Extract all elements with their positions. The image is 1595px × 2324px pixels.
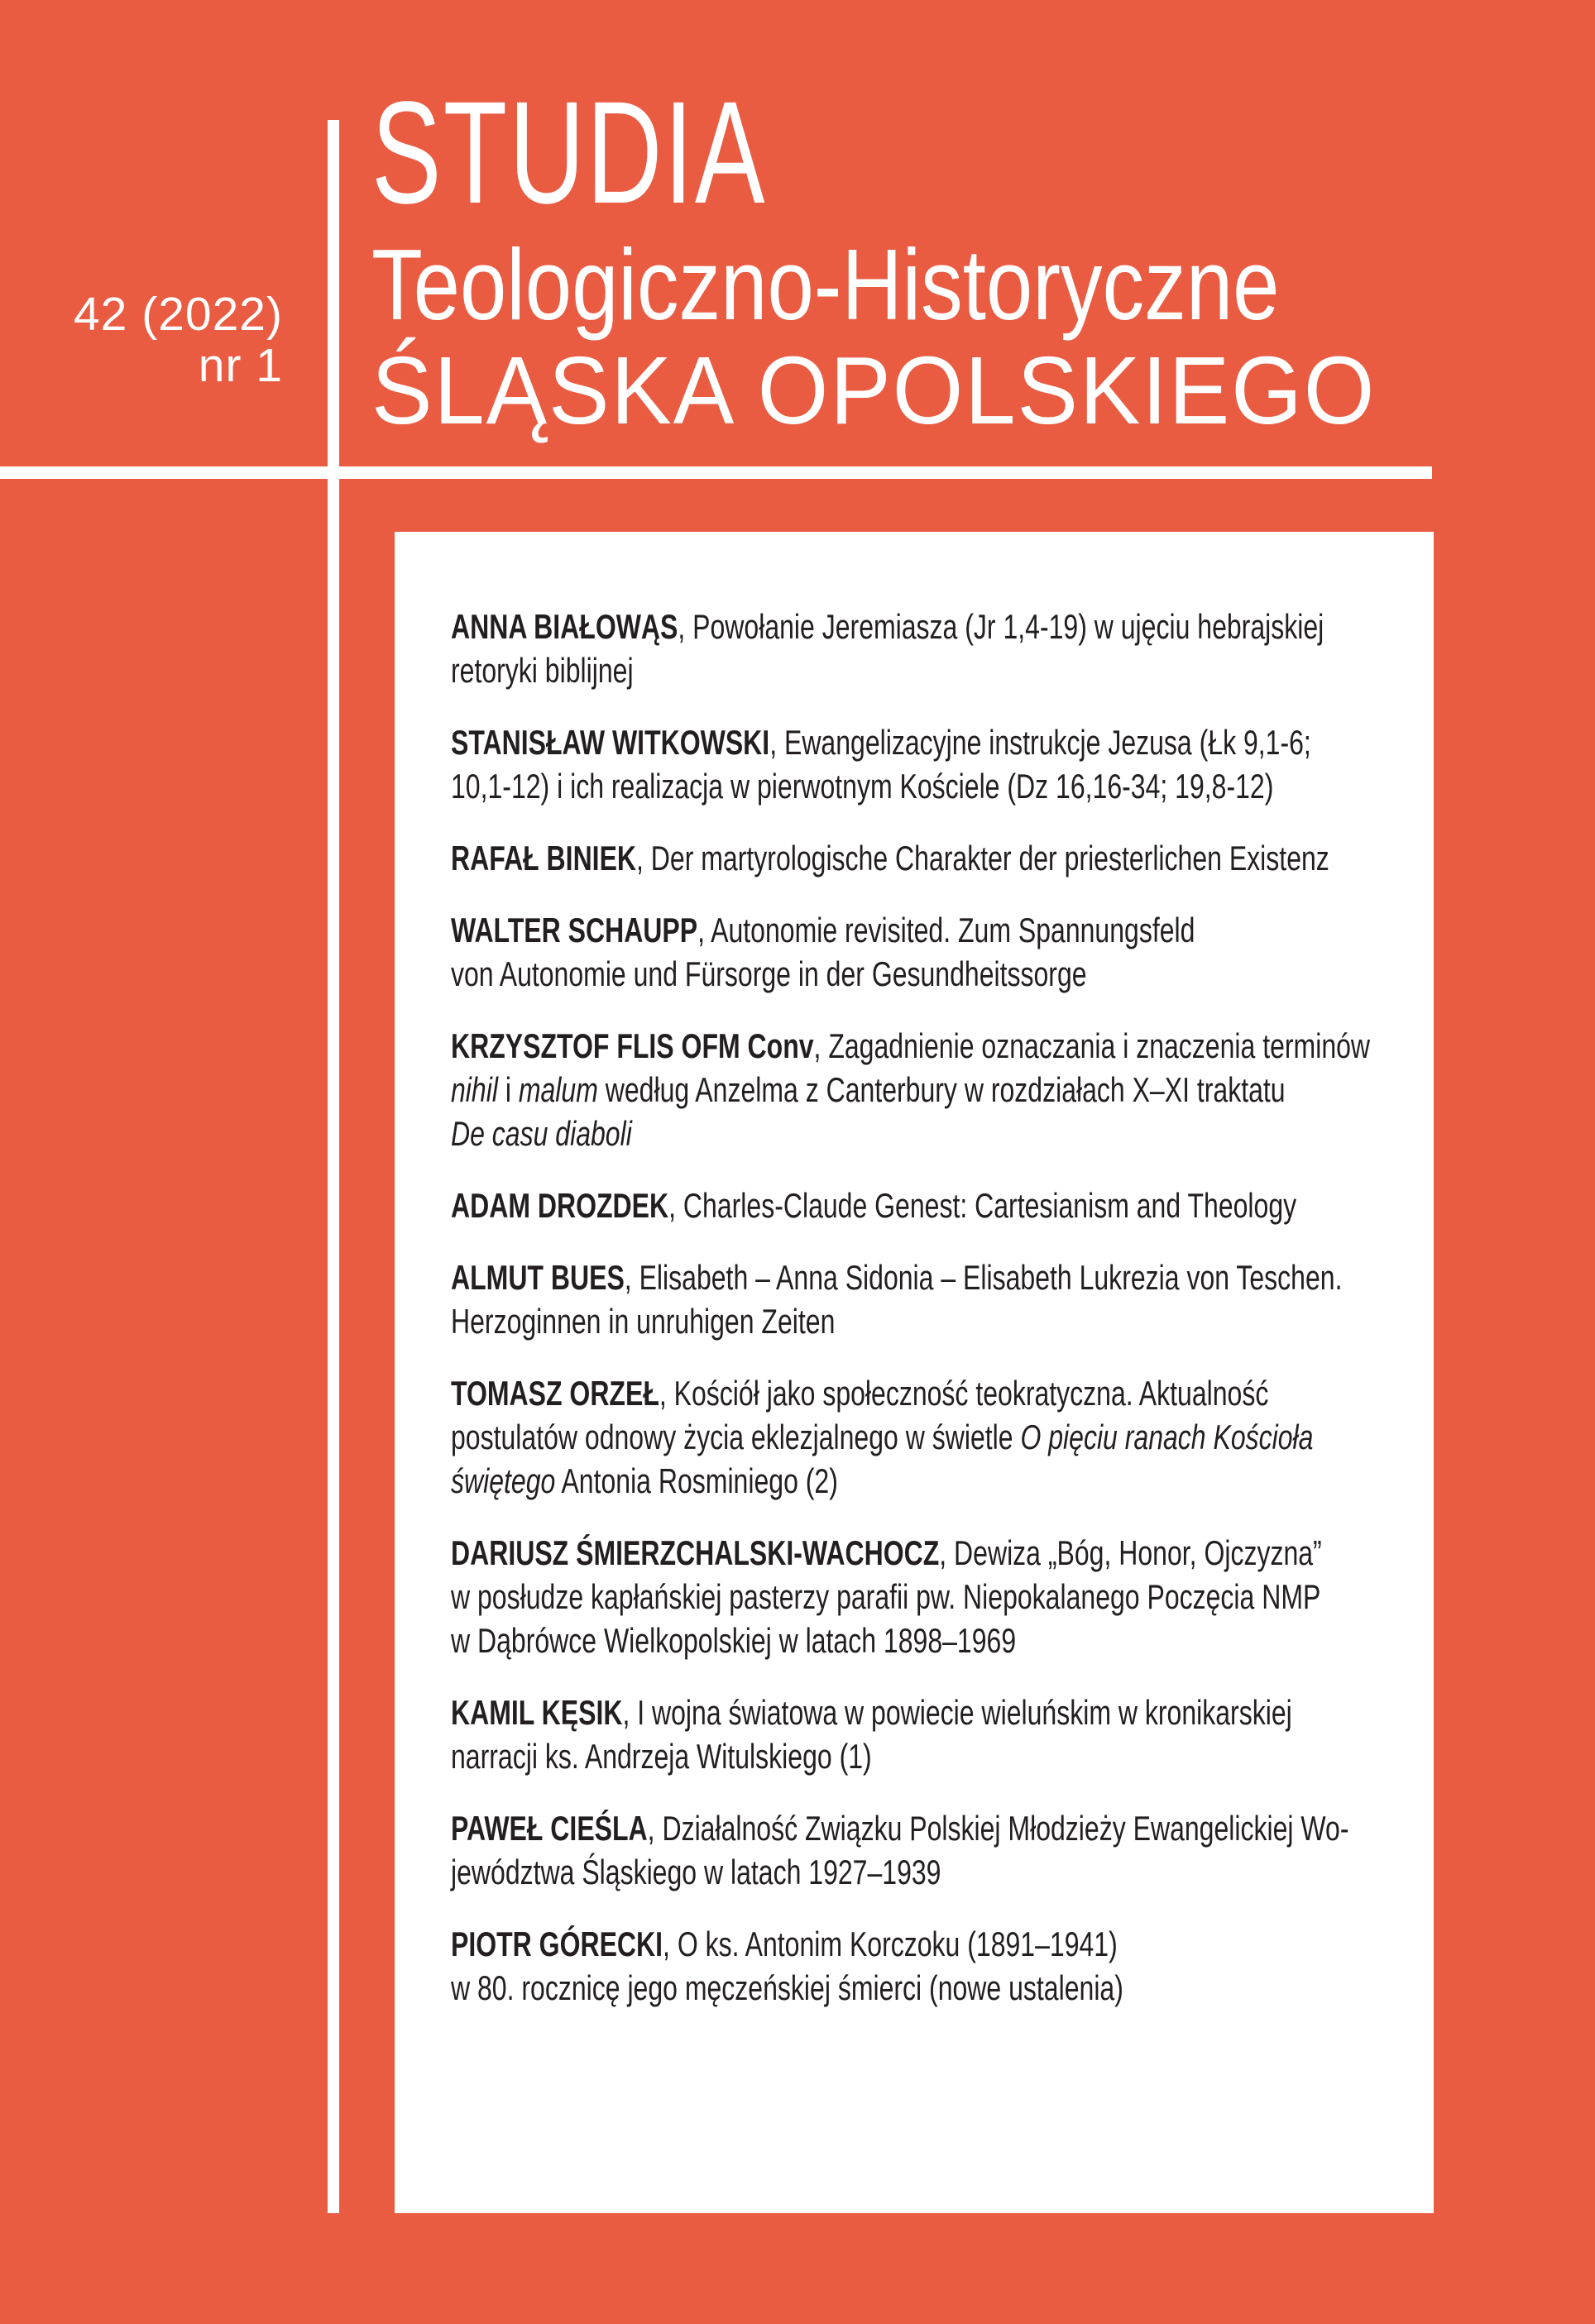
article-line xyxy=(451,1299,1200,1343)
vertical-rule xyxy=(328,120,339,2213)
article-line xyxy=(451,648,1200,692)
article-title-text: , I wojna światowa w powiecie wieluńskim w kronikarskiej xyxy=(622,1693,1292,1732)
issue-number: nr 1 xyxy=(198,339,283,392)
article-line xyxy=(451,1255,1343,1299)
article-line xyxy=(451,1575,1321,1619)
article-line xyxy=(451,1966,1200,2010)
article-title-text: Herzoginnen in unruhigen Zeiten xyxy=(451,1302,836,1341)
article-title-text: narracji ks. Andrzeja Witulskiego (1) xyxy=(451,1737,872,1776)
article-title-text: nihil xyxy=(451,1070,498,1109)
article-entry xyxy=(451,836,1329,880)
article-title-text: , Kościół jako społeczność teokratyczna. Aktualność xyxy=(659,1374,1269,1413)
article-title-text: , Der martyrologische Charakter der priesterlichen Existenz xyxy=(636,839,1329,877)
article-author: ALMUT BUES xyxy=(451,1258,625,1297)
article-line xyxy=(451,1690,1292,1734)
article-author: RAFAŁ BINIEK xyxy=(451,839,637,877)
article-title-text: postulatów odnowy życia eklezjalnego w świetle xyxy=(451,1418,1021,1456)
masthead-subtitle-2: ŚLĄSKA OPOLSKIEGO xyxy=(371,337,1377,444)
article-title-text: w Dąbrówce Wielkopolskiej w latach 1898–1969 xyxy=(451,1621,1017,1660)
article-line xyxy=(451,605,1324,648)
article-entry xyxy=(451,1690,1292,1778)
horizontal-rule xyxy=(0,466,1432,479)
article-line xyxy=(451,1531,1322,1575)
article-line xyxy=(451,1024,1371,1068)
article-entry xyxy=(451,1922,1200,2010)
issue-volume: 42 (2022) xyxy=(73,288,283,341)
article-line xyxy=(451,1922,1200,1966)
article-author: WALTER SCHAUPP xyxy=(451,911,698,949)
article-title-text: , Elisabeth – Anna Sidonia – Elisabeth Lukrezia von Teschen. xyxy=(624,1258,1343,1297)
article-line xyxy=(451,1371,1269,1415)
masthead-subtitle-1: Teologiczno-Historyczne xyxy=(371,228,1280,341)
article-line xyxy=(451,908,1200,952)
article-title-text: jewództwa Śląskiego w latach 1927–1939 xyxy=(451,1853,941,1891)
article-entry xyxy=(451,1531,1322,1662)
article-entry xyxy=(451,720,1311,808)
article-title-text: malum xyxy=(518,1070,598,1109)
article-title-text: O pięciu ranach Kościoła xyxy=(1020,1418,1314,1456)
article-title-text: von Autonomie und Fürsorge in der Gesundheitssorge xyxy=(451,954,1087,993)
article-entry xyxy=(451,1024,1371,1155)
article-title-text: retoryki biblijnej xyxy=(451,651,634,690)
article-title-text: świętego xyxy=(451,1461,556,1500)
table-of-contents-panel xyxy=(395,532,1434,2213)
article-line xyxy=(451,1068,1286,1112)
article-title-text: De casu diaboli xyxy=(451,1114,632,1153)
article-author: KAMIL KĘSIK xyxy=(451,1693,623,1732)
article-title-text: , Powołanie Jeremiasza (Jr 1,4-19) w ujęciu hebrajskiej xyxy=(678,607,1324,646)
article-list xyxy=(451,605,1371,2010)
article-line xyxy=(451,764,1274,808)
article-title-text: , Ewangelizacyjne instrukcje Jezusa (Łk 9,1-6; xyxy=(769,723,1311,762)
article-author: DARIUSZ ŚMIERZCHALSKI-WACHOCZ xyxy=(451,1533,940,1572)
article-author: STANISŁAW WITKOWSKI xyxy=(451,723,770,762)
article-line xyxy=(451,1734,1200,1778)
article-entry xyxy=(451,605,1324,692)
article-line xyxy=(451,836,1329,880)
article-title-text: w 80. rocznicę jego męczeńskiej śmierci (nowe ustalenia) xyxy=(451,1968,1123,2007)
article-author: ADAM DROZDEK xyxy=(451,1186,669,1225)
article-author: TOMASZ ORZEŁ xyxy=(451,1374,659,1413)
article-entry xyxy=(451,1806,1349,1894)
article-title-text: , Działalność Związku Polskiej Młodzieży Ewangelickiej Wo- xyxy=(647,1809,1349,1848)
article-entry xyxy=(451,1184,1297,1227)
article-author: KRZYSZTOF FLIS OFM Conv xyxy=(451,1026,814,1065)
article-author: PIOTR GÓRECKI xyxy=(451,1925,663,1963)
masthead-title: STUDIA xyxy=(371,72,767,234)
article-line xyxy=(451,952,1200,996)
issue-block xyxy=(35,289,283,391)
article-line xyxy=(451,1112,1200,1155)
article-line xyxy=(451,1850,1200,1894)
masthead xyxy=(371,72,1465,444)
article-line xyxy=(451,1459,1200,1503)
article-entry xyxy=(451,908,1200,996)
article-title-text: , Autonomie revisited. Zum Spannungsfeld xyxy=(697,911,1195,949)
article-title-text: i xyxy=(497,1070,519,1109)
article-line xyxy=(451,720,1311,764)
article-title-text: w posłudze kapłańskiej pasterzy parafii pw. Niepokalanego Poczęcia NMP xyxy=(451,1577,1321,1616)
article-title-text: Antonia Rosminiego (2) xyxy=(555,1461,838,1500)
article-title-text: według Anzelma z Canterbury w rozdziałach X–XI traktatu xyxy=(597,1070,1286,1109)
article-title-text: , Zagadnienie oznaczania i znaczenia terminów xyxy=(813,1026,1371,1065)
article-line xyxy=(451,1415,1314,1459)
article-line xyxy=(451,1184,1297,1227)
article-author: PAWEŁ CIEŚLA xyxy=(451,1809,648,1848)
article-line xyxy=(451,1619,1200,1662)
article-entry xyxy=(451,1255,1343,1343)
article-title-text: , Charles-Claude Genest: Cartesianism and Theology xyxy=(668,1186,1297,1225)
article-title-text: , O ks. Antonim Korczoku (1891–1941) xyxy=(663,1925,1118,1963)
article-line xyxy=(451,1806,1349,1850)
article-title-text: 10,1-12) i ich realizacja w pierwotnym Kościele (Dz 16,16-34; 19,8-12) xyxy=(451,767,1274,806)
article-author: ANNA BIAŁOWĄS xyxy=(451,607,678,646)
article-title-text: , Dewiza „Bóg, Honor, Ojczyzna” xyxy=(939,1533,1322,1572)
article-entry xyxy=(451,1371,1314,1503)
